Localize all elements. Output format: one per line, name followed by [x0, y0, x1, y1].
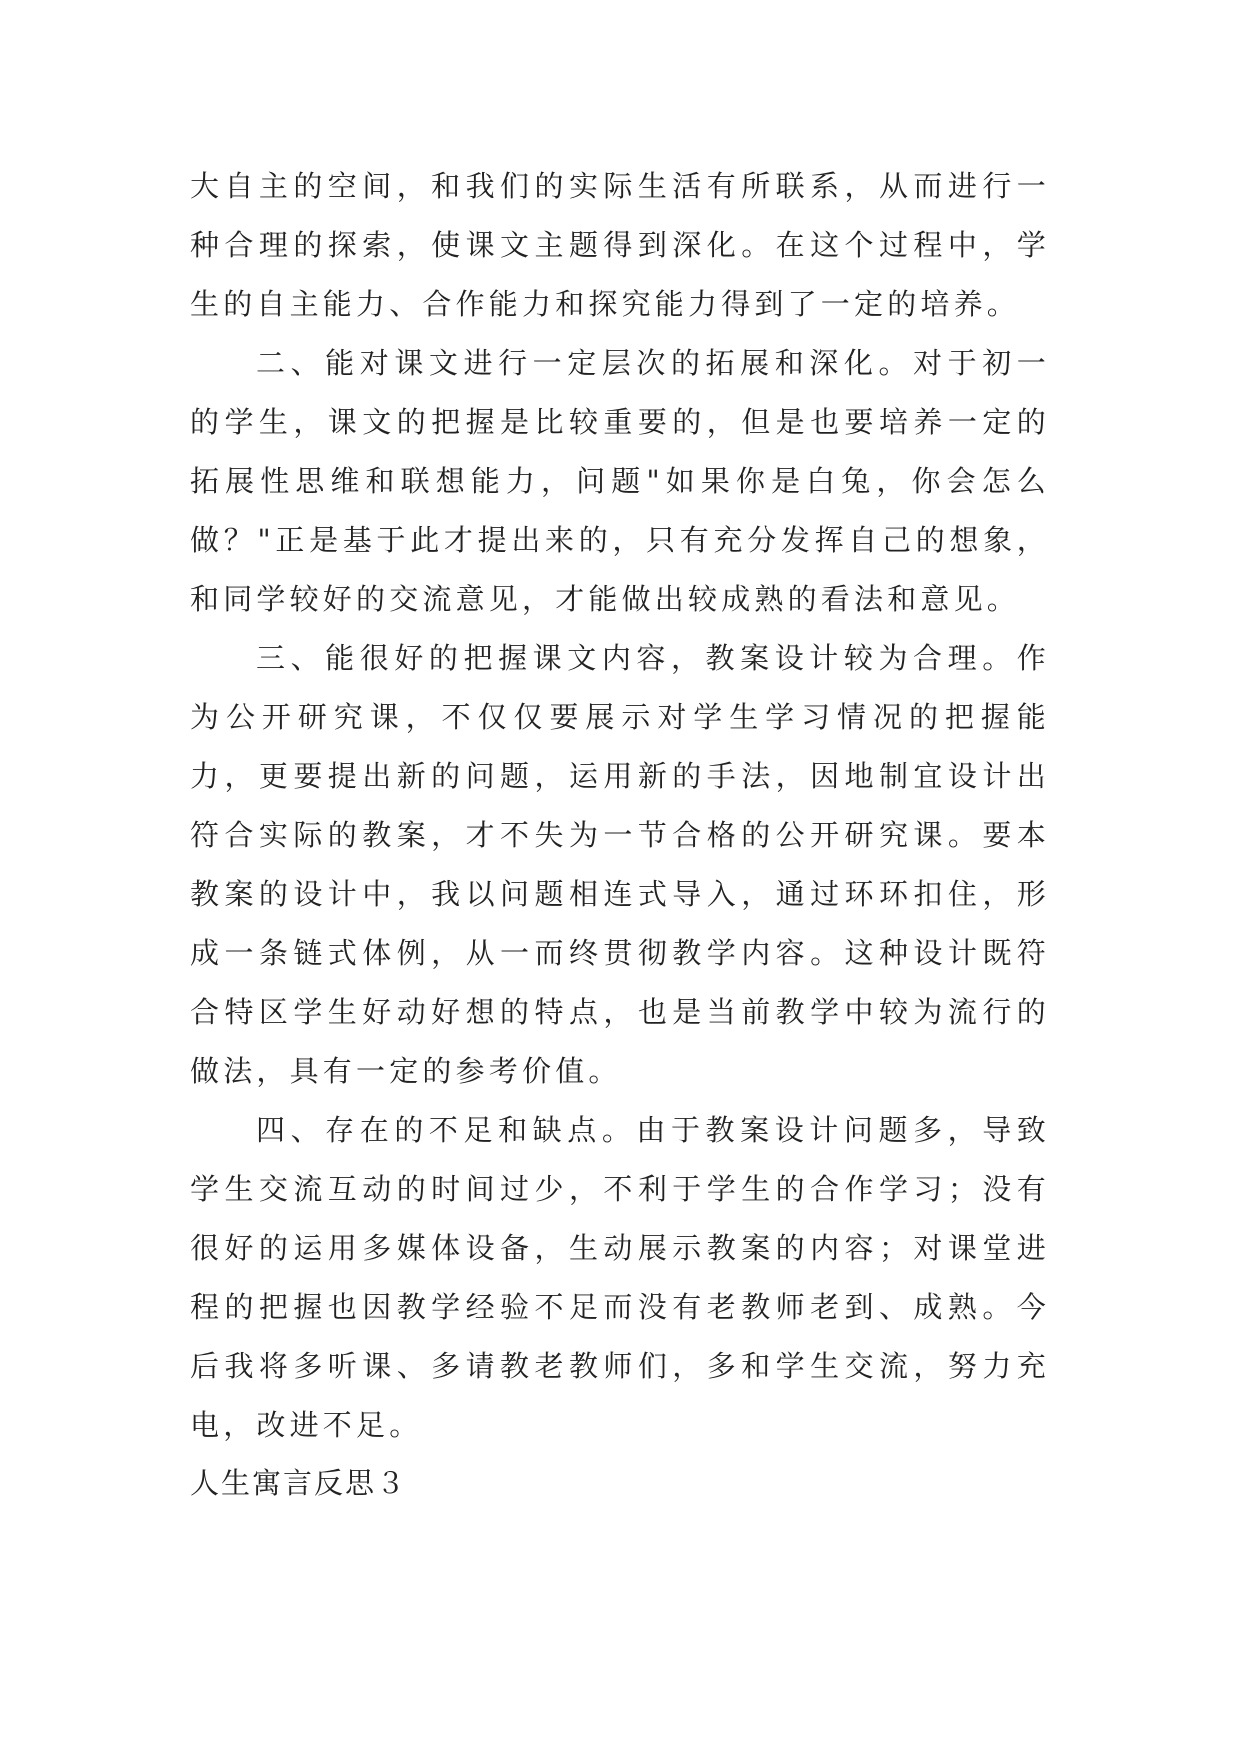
document-body	[190, 157, 1050, 1455]
paragraph-point-four: 四、存在的不足和缺点。由于教案设计问题多，导致学生交流互动的时间过少，不利于学生的合作学习；没有很好的运用多媒体设备，生动展示教案的内容；对课堂进程的把握也因教学经验不足而没有老教师老到、成熟。今后我将多听课、多请教老教师们，多和学生交流，努力充电，改进不足。	[190, 1113, 1050, 1442]
paragraph-point-two: 二、能对课文进行一定层次的拓展和深化。对于初一的学生，课文的把握是比较重要的，但是也要培养一定的拓展性思维和联想能力，问题"如果你是白兔，你会怎么做？"正是基于此才提出来的，只有充分发挥自己的想象，和同学较好的交流意见，才能做出较成熟的看法和意见。	[190, 346, 1050, 616]
section-heading: 人生寓言反思３	[190, 1466, 408, 1500]
paragraph-continuation: 大自主的空间，和我们的实际生活有所联系，从而进行一种合理的探索，使课文主题得到深化。在这个过程中，学生的自主能力、合作能力和探究能力得到了一定的培养。	[190, 169, 1050, 321]
paragraph-point-three: 三、能很好的把握课文内容，教案设计较为合理。作为公开研究课，不仅仅要展示对学生学习情况的把握能力，更要提出新的问题，运用新的手法，因地制宜设计出符合实际的教案，才不失为一节合格的公开研究课。要本教案的设计中，我以问题相连式导入，通过环环扣住，形成一条链式体例，从一而终贯彻教学内容。这种设计既符合特区学生好动好想的特点，也是当前教学中较为流行的做法，具有一定的参考价值。	[190, 641, 1050, 1088]
